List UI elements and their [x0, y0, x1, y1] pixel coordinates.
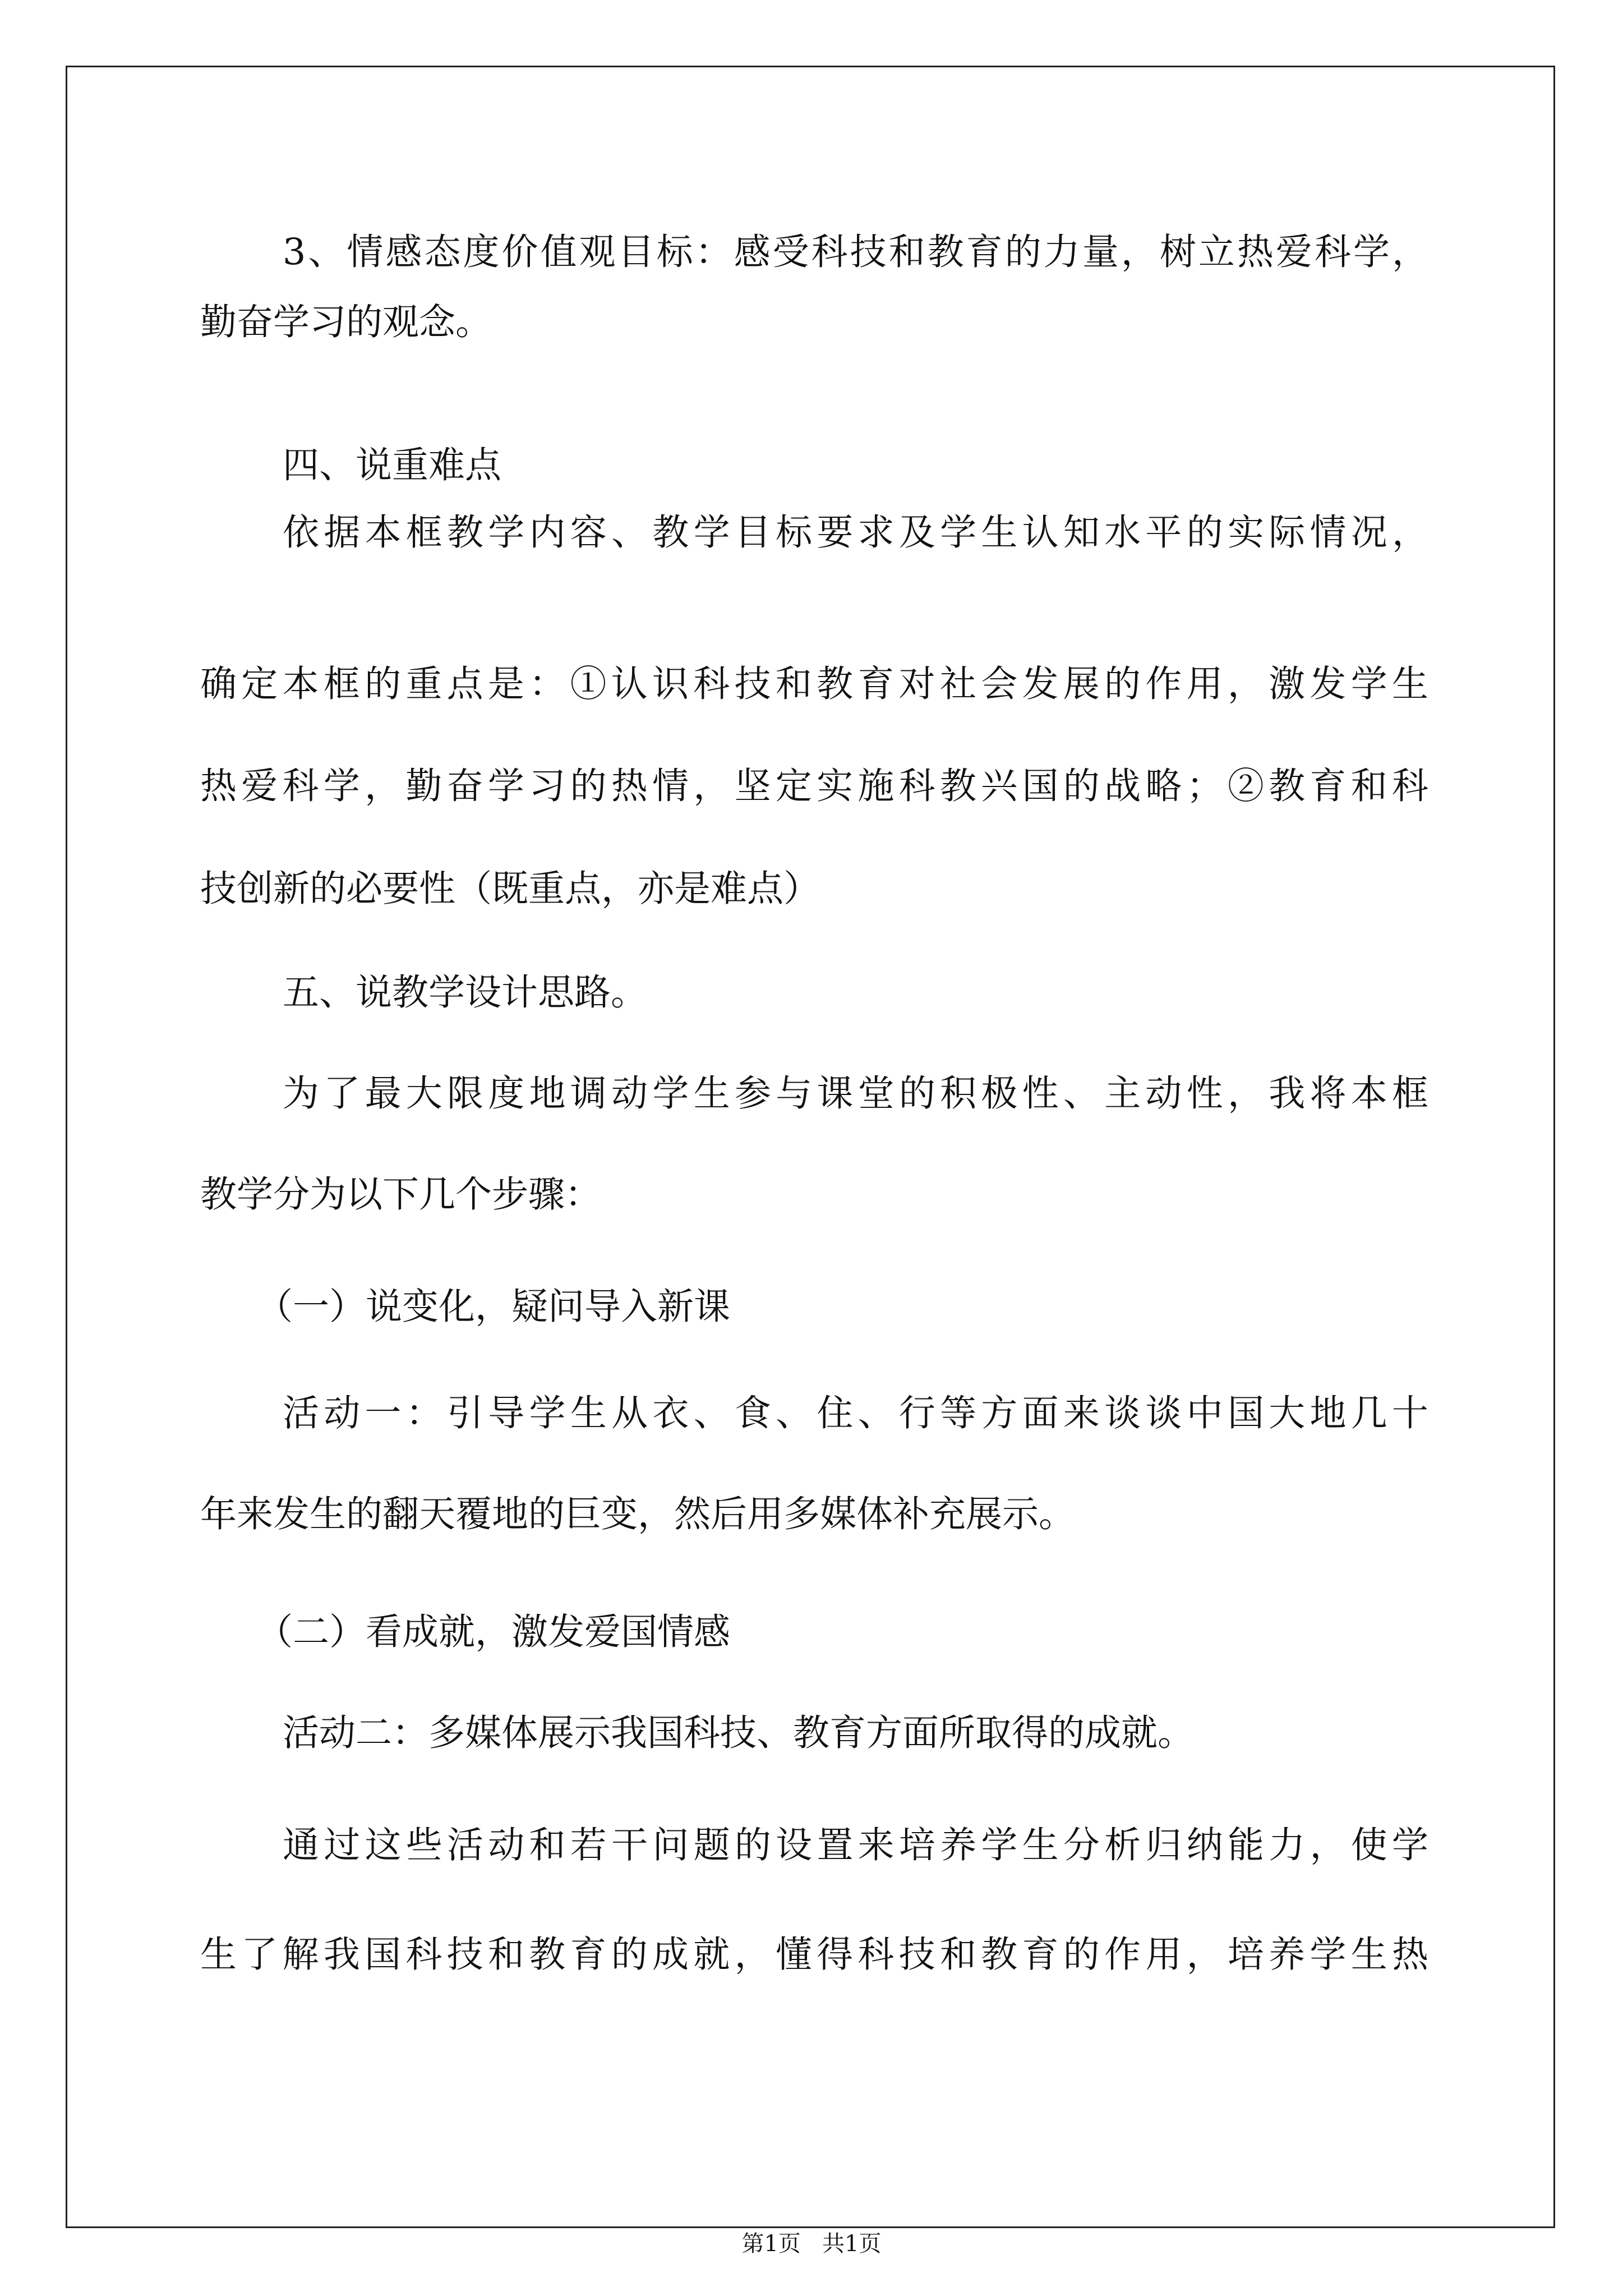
paragraph-line: 通过这些活动和若干问题的设置来培养学生分析归纳能力，使学	[283, 1824, 1428, 1866]
section-heading: 五、说教学设计思路。	[283, 972, 648, 1014]
paragraph-line: 技创新的必要性（既重点，亦是难点）	[200, 868, 820, 910]
paragraph-line: 3、情感态度价值观目标：感受科技和教育的力量，树立热爱科学，	[283, 231, 1428, 273]
paragraph-line: 教学分为以下几个步骤：	[200, 1174, 602, 1216]
subsection-heading: （一）说变化，疑问导入新课	[256, 1286, 731, 1328]
page-footer: 第1页 共1页	[741, 2231, 882, 2257]
paragraph-line: 为了最大限度地调动学生参与课堂的积极性、主动性，我将本框	[283, 1073, 1428, 1115]
paragraph-line: 依据本框教学内容、教学目标要求及学生认知水平的实际情况，	[283, 512, 1428, 554]
paragraph-line: 活动一：引导学生从衣、食、住、行等方面来谈谈中国大地几十	[283, 1392, 1428, 1434]
paragraph-line: 热爱科学，勤奋学习的热情，坚定实施科教兴国的战略；②教育和科	[200, 765, 1428, 807]
subsection-heading: （二）看成就，激发爱国情感	[256, 1611, 731, 1653]
section-heading: 四、说重难点	[283, 444, 502, 486]
paragraph-line: 确定本框的重点是：①认识科技和教育对社会发展的作用，激发学生	[200, 663, 1428, 705]
paragraph-line: 年来发生的翻天覆地的巨变，然后用多媒体补充展示。	[200, 1493, 1076, 1535]
paragraph-line: 勤奋学习的观念。	[200, 301, 492, 343]
page-border	[66, 66, 1555, 2228]
paragraph-line: 生了解我国科技和教育的成就，懂得科技和教育的作用，培养学生热	[200, 1934, 1428, 1976]
paragraph-line: 活动二：多媒体展示我国科技、教育方面所取得的成就。	[283, 1712, 1195, 1754]
